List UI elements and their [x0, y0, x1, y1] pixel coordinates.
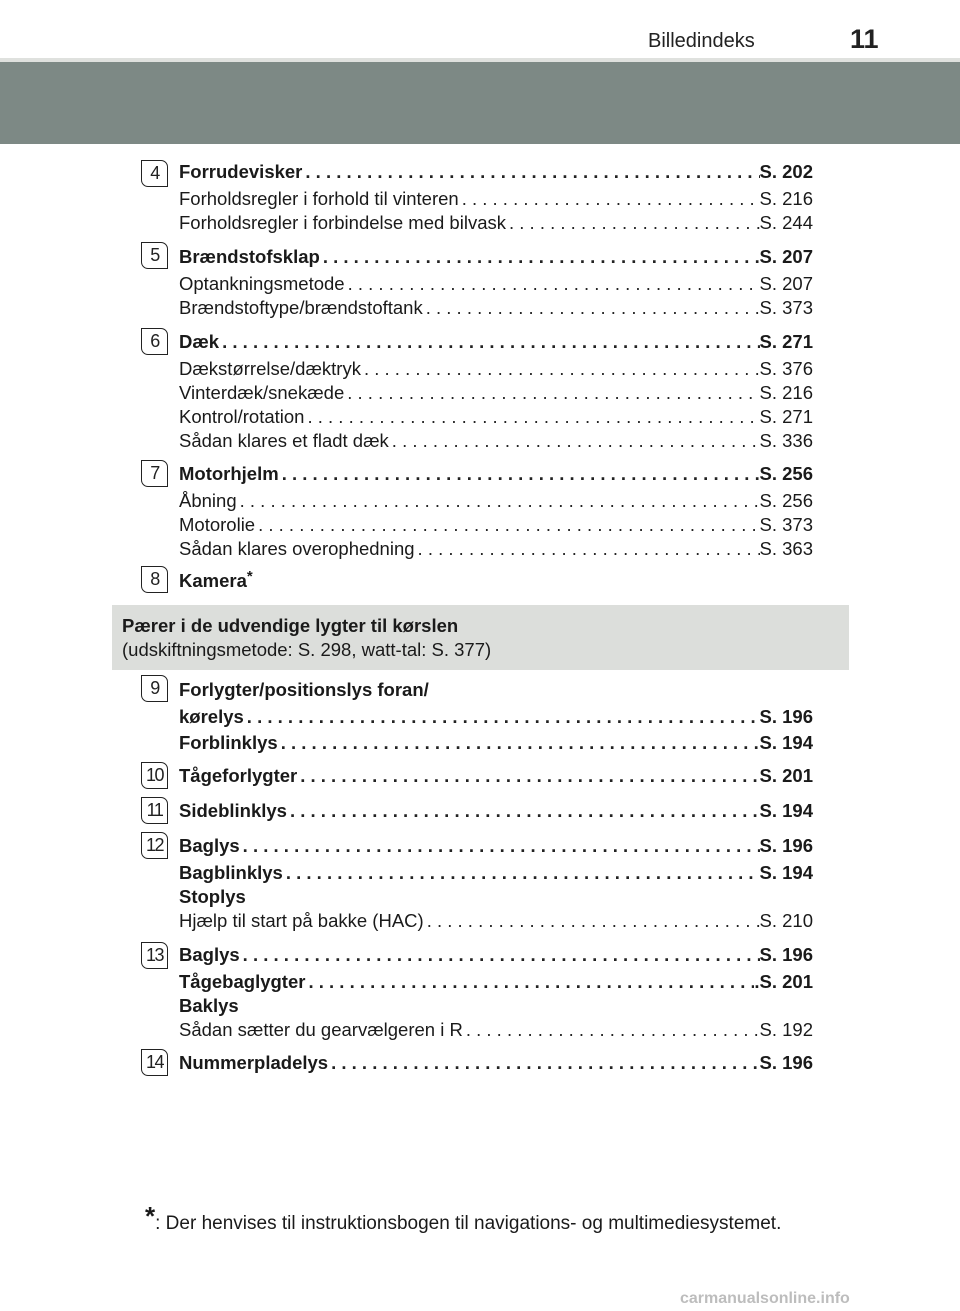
entry-page: S. 196 [759, 1052, 813, 1073]
dot-leader [459, 187, 760, 211]
entry-label: Stoplys [179, 886, 246, 907]
dot-leader [424, 909, 760, 933]
entry-label: kørelys [179, 706, 244, 727]
dot-leader [389, 429, 760, 453]
index-subentry [179, 513, 813, 537]
dot-leader [287, 799, 760, 823]
index-entry [179, 799, 813, 823]
entry-label: Baglys [179, 944, 240, 965]
dot-leader [240, 834, 760, 858]
entry-label: Forrudevisker [179, 161, 303, 182]
entry-label: Kamera [179, 570, 247, 591]
entry-label: Brændstofsklap [179, 246, 320, 267]
entry-page: S. 216 [759, 382, 813, 403]
entry-label: Dækstørrelse/dæktryk [179, 358, 361, 379]
dot-leader [328, 1051, 759, 1075]
callout-badge: 6 [141, 328, 168, 355]
entry-page: S. 196 [759, 706, 813, 727]
entry-page: S. 376 [759, 358, 813, 379]
entry-page: S. 207 [759, 246, 813, 267]
entry-label: Motorhjelm [179, 463, 279, 484]
entry-page: S. 373 [759, 514, 813, 535]
entry-label: Kontrol/rotation [179, 406, 305, 427]
dot-leader [345, 272, 760, 296]
footnote-text: : Der henvises til instruktionsbogen til navigations- og multimediesystemet. [155, 1213, 782, 1234]
dot-leader [283, 861, 760, 885]
entry-label: Nummerpladelys [179, 1052, 329, 1073]
callout-badge: 13 [141, 942, 168, 969]
index-entry [179, 160, 813, 184]
entry-label: Optankningsmetode [179, 273, 345, 294]
footnote [145, 1201, 782, 1236]
index-subentry [179, 429, 813, 453]
dot-leader [240, 943, 760, 967]
dot-leader [279, 462, 760, 486]
entry-label: Åbning [179, 490, 237, 511]
index-subentry [179, 272, 813, 296]
index-subentry [179, 357, 813, 381]
entry-page: S. 196 [759, 944, 813, 965]
entry-label: Baklys [179, 995, 239, 1016]
entry-label: Brændstoftype/brændstoftank [179, 297, 423, 318]
entry-label: Forlygter/positionslys foran/ [179, 679, 429, 700]
callout-badge: 10 [141, 762, 168, 789]
dot-leader [297, 764, 759, 788]
entry-page: S. 210 [759, 910, 813, 931]
entry-page: S. 194 [759, 732, 813, 753]
dot-leader [244, 705, 760, 729]
section-title: Billedindeks [648, 30, 755, 52]
bulbs-section-subtitle: (udskiftningsmetode: S. 298, watt-tal: S. 377) [122, 639, 492, 660]
index-subentry [179, 405, 813, 429]
index-subentry [179, 537, 813, 561]
dot-leader [219, 330, 759, 354]
index-entry [179, 330, 813, 354]
entry-page: S. 271 [759, 331, 813, 352]
entry-page: S. 196 [759, 835, 813, 856]
index-entry [179, 970, 813, 994]
entry-label: Forblinklys [179, 732, 278, 753]
index-subentry [179, 909, 813, 933]
index-entry [179, 462, 813, 486]
entry-label: Hjælp til start på bakke (HAC) [179, 910, 424, 931]
callout-badge: 14 [141, 1049, 168, 1076]
watermark: carmanualsonline.info [680, 1290, 850, 1307]
entry-page: S. 363 [759, 538, 813, 559]
entry-label: Baglys [179, 835, 240, 856]
dot-leader [423, 296, 760, 320]
dot-leader [255, 513, 759, 537]
dot-leader [278, 731, 760, 755]
entry-label: Tågeforlygter [179, 765, 298, 786]
entry-page: S. 201 [759, 765, 813, 786]
entry-page: S. 194 [759, 862, 813, 883]
entry-page: S. 373 [759, 297, 813, 318]
entry-page: .S. 201 [754, 971, 813, 992]
dot-leader [344, 381, 759, 405]
entry-page: S. 207 [759, 273, 813, 294]
index-subentry [179, 1018, 813, 1042]
entry-page: S. 216 [759, 188, 813, 209]
entry-label: Sideblinklys [179, 800, 287, 821]
entry-label: Bagblinklys [179, 862, 283, 883]
index-entry [179, 861, 813, 885]
callout-badge: 8 [141, 566, 168, 593]
index-subentry [179, 211, 813, 235]
entry-label: Sådan sætter du gearvælgeren i R [179, 1019, 463, 1040]
bulbs-section-title: Pærer i de udvendige lygter til kørslen [122, 615, 459, 636]
entry-page: S. 256 [759, 463, 813, 484]
dot-leader [237, 489, 760, 513]
callout-badge: 5 [141, 242, 168, 269]
callout-badge: 4 [141, 160, 168, 187]
index-entry-camera: Kamera * [179, 568, 253, 591]
entry-label: Forholdsregler i forbindelse med bilvask [179, 212, 506, 233]
entry-page: S. 202 [759, 161, 813, 182]
index-subentry [179, 187, 813, 211]
bulbs-section-box [112, 605, 849, 670]
index-entry [179, 705, 813, 729]
index-entry [179, 943, 813, 967]
entry-label: Tågebaglygter [179, 971, 306, 992]
dot-leader [415, 537, 760, 561]
dot-leader [302, 160, 759, 184]
index-entry [179, 1051, 813, 1075]
callout-badge: 11 [141, 797, 168, 824]
entry-label: Sådan klares overophedning [179, 538, 415, 559]
entry-label: Vinterdæk/snekæde [179, 382, 345, 403]
index-entry [179, 245, 813, 269]
index-entry [179, 764, 813, 788]
callout-badge: 12 [141, 832, 168, 859]
callout-badge: 7 [141, 460, 168, 487]
dot-leader [320, 245, 760, 269]
dot-leader [304, 405, 759, 429]
dot-leader [506, 211, 760, 235]
entry-label: Sådan klares et fladt dæk [179, 430, 389, 451]
index-entry [179, 731, 813, 755]
entry-page: S. 256 [759, 490, 813, 511]
index-subentry [179, 296, 813, 320]
index-entry [179, 678, 813, 702]
index-subentry [179, 489, 813, 513]
entry-label: Forholdsregler i forhold til vinteren [179, 188, 459, 209]
page-number: 11 [850, 24, 879, 54]
entry-label: Motorolie [179, 514, 256, 535]
index-subentry [179, 381, 813, 405]
entry-page: S. 194 [759, 800, 813, 821]
dot-leader [361, 357, 760, 381]
entry-page: S. 271 [759, 406, 813, 427]
index-entry [179, 885, 813, 909]
entry-page: S. 244 [759, 212, 813, 233]
entry-page: S. 336 [759, 430, 813, 451]
footnote-mark: * [145, 1201, 156, 1231]
dot-leader [305, 970, 754, 994]
entry-label: Dæk [179, 331, 220, 352]
callout-badge: 9 [141, 675, 168, 702]
index-entry [179, 994, 813, 1018]
entry-page: S. 192 [759, 1019, 813, 1040]
dot-leader [463, 1018, 760, 1042]
index-entry [179, 834, 813, 858]
